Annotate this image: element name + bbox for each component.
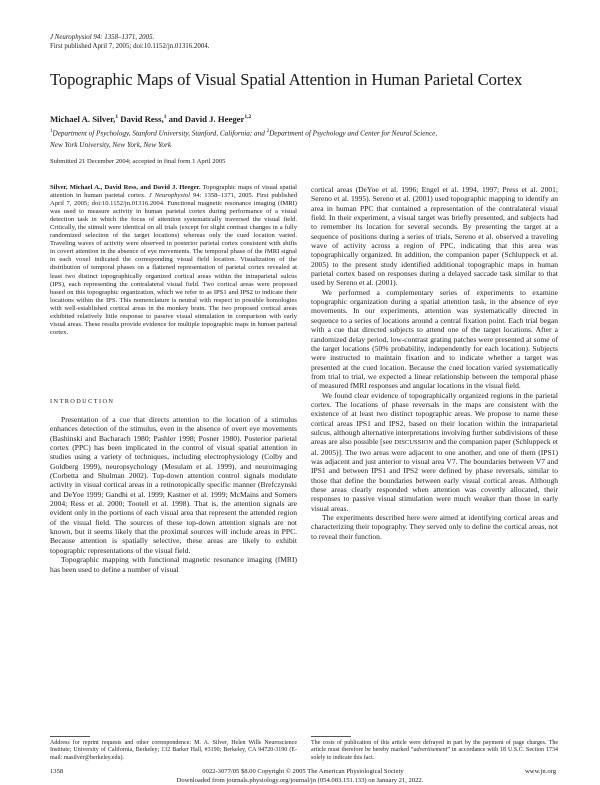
abstract-title: Topographic maps of visual spatial attention in human parietal cortex.: [50, 184, 297, 200]
page-number: 1358: [50, 768, 64, 775]
affiliations: [50, 126, 570, 151]
author-2: David Ress,: [120, 113, 164, 124]
right-paragraph-3b: and the companion paper (Schluppeck et al. 2005)]. The two areas were adjacent to one another, and one of them (IPS1) was adjacent and just anterior to visual area V7. The boundaries between V7 and IPS1 and between IPS1 and IPS2 were defined by phase reversals, similar to those that define the boundaries between early visual cortical areas. Although these areas clearly responded when attention was covertly allocated, their responses to passive visual stimulation were much weaker than those in early visual areas.: [311, 437, 559, 513]
right-paragraph-1: cortical areas (DeYoe et al. 1996; Engel et al. 1994, 1997; Press et al. 2001; Sereno et al. 1995). Sereno et al. (2001) used topographic mapping to identify an area in human PPC that contained a representation of the contralateral visual field. In their experiment, a visual target was briefly presented, and subjects had to remember its location for several seconds. By presenting the target at a sequence of positions during a series of trials, Sereno et al. observed a traveling wave of activity across a region of PPC, indicating that this area was topographically organized. In addition, the companion paper (Schluppeck et al. 2005) to the present study identified additional topographic maps in human parietal cortex based on responses during a delayed saccade task similar to that used by Sereno et al. (2001).: [311, 185, 558, 288]
author-2-affil: 1: [163, 114, 167, 120]
author-1: Michael A. Silver,: [50, 113, 116, 124]
discussion-reference: DISCUSSION: [394, 439, 434, 447]
footnote-rule-right: [311, 736, 351, 737]
author-3: David J. Heeger: [184, 113, 245, 124]
journal-citation-line: J Neurophysiol 94: 1358–1371, 2005.: [50, 34, 155, 41]
publication-cost-footnote: [311, 740, 558, 762]
copyright-line: 0022-3077/05 $8.00 Copyright © 2005 The American Physiological Society: [202, 768, 404, 775]
intro-paragraph-2: Topographic mapping with functional magnetic resonance imaging (fMRI) has been used to define a number of visual: [50, 555, 297, 574]
author-conjunction: and: [168, 113, 183, 124]
footnote-rule-left: [50, 736, 90, 737]
section-heading-introduction: INTRODUCTION: [50, 398, 115, 405]
download-notice: Downloaded from journals.physiology.org/journal/jn (054.083.151.133) on January 21, 2022.: [176, 777, 424, 784]
first-published-line: First published April 7, 2005; doi:10.1152/jn.01316.2004.: [50, 42, 210, 50]
abstract-citation: 94: 1358–1371, 2005. First published April 7, 2005; doi:10.1152/jn.01316.2004.: [50, 192, 297, 208]
introduction-left-column: [50, 415, 297, 574]
right-paragraph-2: We performed a complementary series of experiments to examine topographic organization during a spatial attention task, in the absence of eye movements. In our experiments, attention was systematically directed in sequence to a series of locations around a central fixation point. Each trial began with a cue that directed subjects to attend one of the target locations. After a randomized delay period, low-contrast grating patches were presented at some of the target locations (50% probability, independently for each location). Subjects were instructed to maintain fixation and to indicate whether a target was presented at the cued location. Because the cued location varied systematically from trial to trial, we expected a linear relationship between the temporal phase of measured fMRI responses and angular locations in the visual field.: [311, 287, 558, 391]
submission-dates: Submitted 21 December 2004; accepted in final form 1 April 2005: [50, 158, 226, 165]
affiliation-line-1: Department of Psychology, Stanford University, Stanford, California; and: [52, 129, 265, 138]
affil-1-marker: 1: [50, 129, 53, 134]
right-paragraph-3a: We found clear evidence of topographically organized regions in the parietal cortex. The locations of phase reversals in the maps are consistent with the existence of at least two distinct topographic areas. We propose to name these cortical areas IPS1 and IPS2, based on their location within the intraparietal sulcus, although alternative interpretations involving further subdivisions of these areas are also possible [see: [311, 390, 558, 447]
abstract-body: Functional magnetic resonance imaging (fMRI) was used to measure activity in human parietal cortex during performance of a visual detection task in which the focus of attention systematically traversed the visual field. Critically, the stimuli were identical on all trials (except for slight contrast changes in a fully randomized selection of the target locations) whereas only the cued location varied. Traveling waves of activity were observed in posterior parietal cortex consistent with shifts in covert attention in the absence of eye movements. The temporal phase of the fMRI signal in each voxel indicated the corresponding visual field location. Visualization of the distribution of temporal phases on a flattened representation of parietal cortex revealed at least two distinct topographically organized cortical areas within the intraparietal sulcus (IPS), each representing the contralateral visual field. Two cortical areas were proposed based on this topographic organization, which we refer to as IPS1 and IPS2 to indicate their locations within the IPS. This nomenclature is neutral with respect to possible homologies with well-established cortical areas in the monkey brain. The two proposed cortical areas exhibited relatively little response to passive visual stimulation in comparison with early visual areas. These results provide evidence for multiple topographic maps in human parietal cortex.: [50, 200, 297, 336]
abstract-authors: Silver, Michael A., David Ress, and David J. Heeger.: [50, 184, 201, 191]
affil-2-marker: 2: [266, 129, 270, 134]
affiliation-line-2: New York University, New York, New York: [50, 140, 172, 149]
journal-website: www.jn.org: [525, 768, 556, 775]
right-paragraph-4: The experiments described here were aimed at identifying cortical areas and characterizing their topography. They served only to define the cortical areas, not to reveal their function.: [311, 513, 558, 541]
article-title: Topographic Maps of Visual Spatial Attention in Human Parietal Cortex: [50, 70, 523, 89]
journal-header: [50, 34, 530, 51]
abstract: [50, 184, 297, 337]
right-column: [311, 185, 558, 541]
abstract-journal: J Neurophysiol: [148, 192, 190, 200]
author-1-affil: 1: [115, 114, 119, 120]
intro-paragraph-1: Presentation of a cue that directs attention to the location of a stimulus enhances detection of the stimulus, even in the absence of overt eye movements (Bashinski and Bacharach 1980; Pashler 1998; Posner 1980). Posterior parietal cortex (PPC) has been implicated in the control of visual spatial attention in studies using a variety of techniques, including electrophysiology (Colby and Goldberg 1999), neuropsychology (Mesulam et al. 1999), and neuroimaging (Corbetta and Shulman 2002). Top-down attention control signals modulate activity in visual cortical areas in a retinotopically specific manner (Brefczynski and DeYoe 1999; Gandhi et al. 1999; Kastner et al. 1999; McMains and Somers 2004; Ress et al. 2000; Tootell et al. 1998). That is, the attention signals are evident only in the portions of each visual area that represent the attended region of the visual field. The sources of these top-down attention signals are not known, but it seems likely that the proximal sources will include areas in PPC. Because attention is spatially selective, these areas are likely to exhibit topographic representations of the visual field.: [50, 415, 297, 555]
affiliation-line-1b: Department of Psychology and Center for Neural Science,: [269, 129, 438, 138]
author-list: [50, 112, 570, 125]
cost-note-a: The costs of publication of this article were defrayed in part by the payment of page charges. The article must therefore be hereby marked “: [311, 740, 558, 754]
author-3-affil: 1,2: [244, 114, 252, 120]
cost-note-b: ” in accordance with 18 U.S.C. Section 1734 solely to indicate this fact.: [311, 747, 558, 761]
right-paragraph-3: [311, 391, 558, 513]
advertisement-word: advertisement: [413, 747, 448, 754]
correspondence-footnote: Address for reprint requests and other correspondence: M. A. Silver, Helen Wills Neuroscience Institute; University of California, Berkeley; 132 Barker Hall, #3190; Berkeley, CA 94720-3190 (E-mail: masilver@berkeley.edu).: [50, 740, 297, 761]
